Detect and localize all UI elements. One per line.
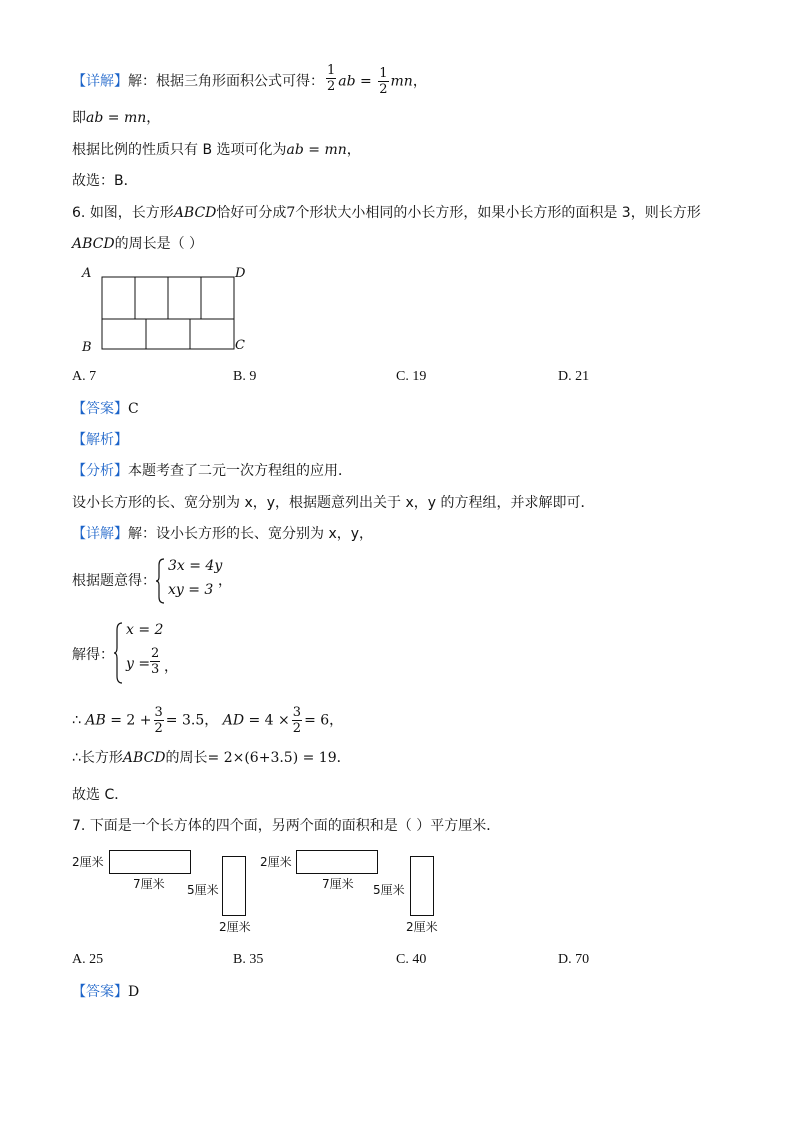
q6-option-d: D. 21: [558, 369, 590, 384]
face2-rect: [222, 856, 246, 916]
face1-rect: [109, 850, 191, 874]
fraction-two-thirds: $\frac{2}{3}$: [151, 646, 160, 677]
label-a: A: [82, 266, 92, 281]
face3-rect: [296, 850, 378, 874]
fraction-half-1: $\frac{1}{2}$: [327, 63, 336, 94]
q6-stem-line-2: ABCD的周长是（ ）: [72, 236, 204, 252]
brace-icon: [114, 622, 124, 684]
perimeter-line: ∴长方形ABCD的周长= 2×(6+3.5) = 19．: [72, 750, 351, 766]
solution-system: 解得： x = 2 y = $\frac{2}{3}$ ，: [72, 620, 372, 686]
q7-stem: 7. 下面是一个长方体的四个面，另两个面的面积和是（ ）平方厘米．: [72, 818, 501, 834]
face4-rect: [410, 856, 434, 916]
q5-detail-line: 【详解】解：根据三角形面积公式可得： $\frac{1}{2}$ ab = $\frac{1}{2}$ mn，: [72, 63, 427, 97]
q6-option-b: B. 9: [233, 369, 257, 384]
q6-xiangjie: 【详解】解：设小长方形的长、宽分别为 x，y，: [72, 526, 374, 542]
q6-stem-line-1: 6. 如图，长方形ABCD恰好可分成7个形状大小相同的小长方形，如果小长方形的面积是 3，则长方形: [72, 205, 701, 221]
equation-system: 根据题意得： 3x = 4y xy = 3 ，: [72, 556, 372, 606]
q5-line-3: 根据比例的性质只有 B 选项可化为ab = mn，: [72, 142, 361, 158]
q6-option-a: A. 7: [72, 369, 97, 384]
face4-left-label: 5厘米: [373, 883, 405, 897]
brace-icon: [156, 558, 166, 604]
q6-fenxi: 【分析】本题考查了二元一次方程组的应用．: [72, 463, 352, 479]
q6-option-c: C. 19: [396, 369, 427, 384]
fraction-three-halves-1: $\frac{3}{2}$: [154, 705, 163, 736]
q7-option-a: A. 25: [72, 952, 104, 967]
label-b: B: [82, 340, 92, 355]
face3-bottom-label: 7厘米: [322, 877, 354, 891]
q7-option-d: D. 70: [558, 952, 590, 967]
face3-left-label: 2厘米: [260, 855, 292, 869]
q6-answer: 【答案】C: [72, 401, 139, 417]
q7-option-b: B. 35: [233, 952, 264, 967]
face4-bottom-label: 2厘米: [406, 920, 438, 934]
q6-choose: 故选 C．: [72, 787, 129, 803]
equation-ab-mn: ab = mn: [86, 110, 147, 126]
rectangle-drawing: [78, 264, 258, 360]
ab-ad-line: ∴ AB = 2 + $\frac{3}{2}$ = 3.5， AD = 4 × $\frac{3}{2}$ = 6，: [72, 705, 344, 736]
equation-ab-mn-2: ab = mn: [286, 142, 347, 158]
face2-left-label: 5厘米: [187, 883, 219, 897]
face1-bottom-label: 7厘米: [133, 877, 165, 891]
label-c: C: [235, 338, 245, 353]
q7-option-c: C. 40: [396, 952, 427, 967]
label-d: D: [235, 266, 246, 281]
rectangle-figure: [78, 264, 258, 360]
fraction-three-halves-2: $\frac{3}{2}$: [292, 705, 302, 736]
fraction-half-2: $\frac{1}{2}$: [379, 66, 388, 97]
q6-analysis-tag: 【解析】: [72, 432, 128, 448]
face1-left-label: 2厘米: [72, 855, 104, 869]
q5-line-2: 即ab = mn，: [72, 110, 161, 126]
q7-answer: 【答案】D: [72, 984, 140, 1000]
face2-bottom-label: 2厘米: [219, 920, 251, 934]
cuboid-faces-figure: [70, 846, 450, 938]
q6-setup: 设小长方形的长、宽分别为 x，y，根据题意列出关于 x，y 的方程组，并求解即可．: [72, 495, 595, 511]
detail-text: 解：根据三角形面积公式可得：: [128, 73, 324, 90]
q5-choose: 故选：B．: [72, 173, 138, 189]
detail-tag: 【详解】: [72, 73, 128, 90]
